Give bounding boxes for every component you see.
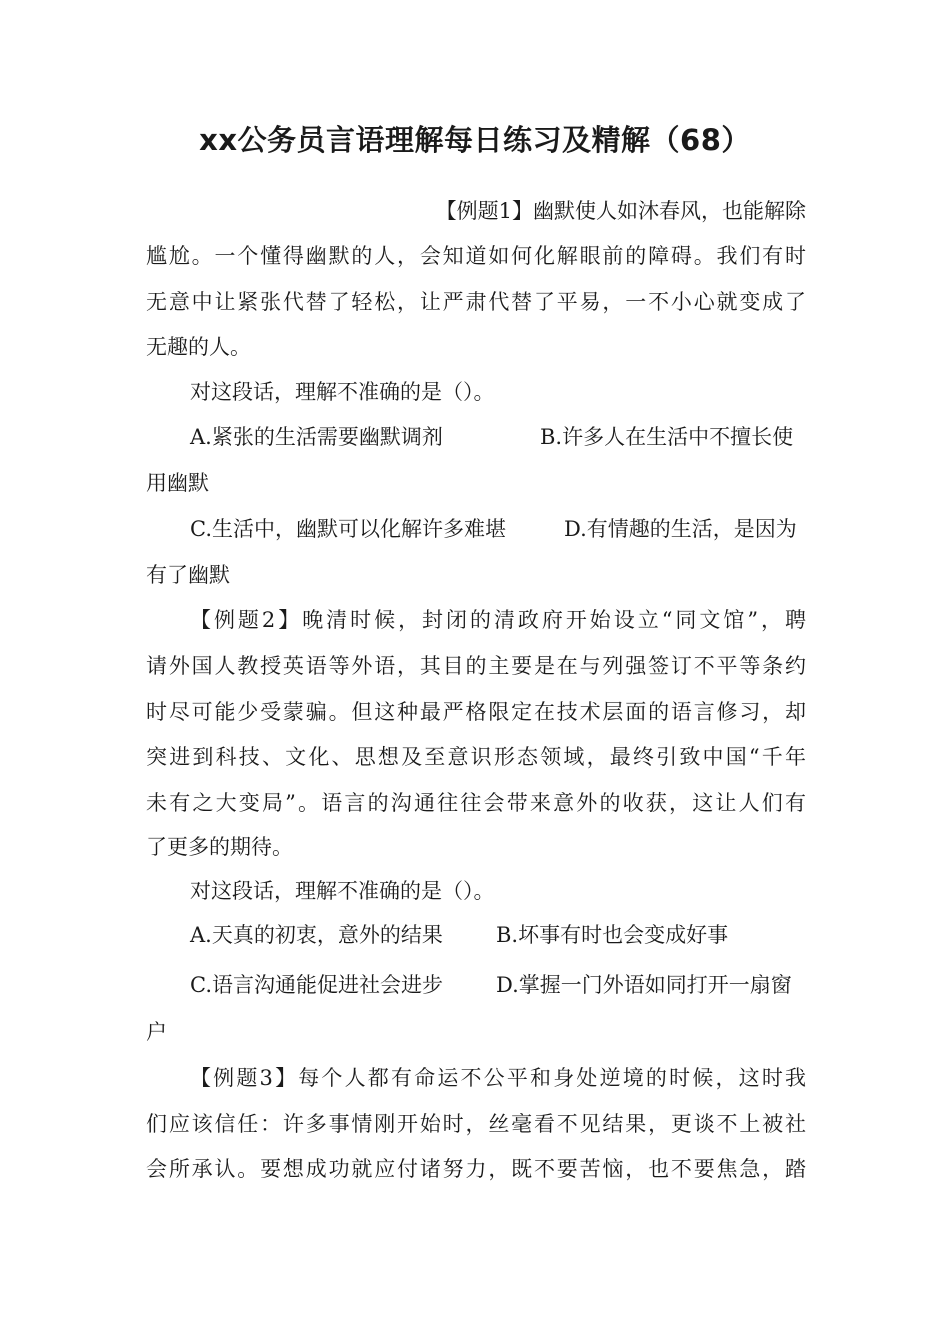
q2-option-c: C.语言沟通能促进社会进步 — [190, 973, 443, 997]
q1-option-c: C.生活中，幽默可以化解许多难堪 — [190, 517, 506, 541]
q1-line-1: 【例题1】幽默使人如沐春风，也能解除 — [435, 199, 806, 223]
q1-question: 对这段话，理解不准确的是（）。 — [190, 380, 495, 404]
q2-option-d: D.掌握一门外语如同打开一扇窗 — [496, 973, 792, 997]
q3-line-2: 们应该信任：许多事情刚开始时，丝毫看不见结果，更谈不上被社 — [146, 1112, 806, 1136]
q2-options-cd — [190, 970, 806, 1000]
q1-option-d-continued: 有了幽默 — [146, 563, 230, 587]
q1-line-2: 尴尬。一个懂得幽默的人，会知道如何化解眼前的障碍。我们有时 — [146, 244, 806, 268]
q1-options-cd — [190, 514, 806, 544]
q1-options-ab — [190, 422, 806, 452]
q2-question: 对这段话，理解不准确的是（）。 — [190, 879, 495, 903]
q2-line-3: 时尽可能少受蒙骗。但这种最严格限定在技术层面的语言修习，却 — [146, 700, 806, 724]
q2-option-a: A.天真的初衷，意外的结果 — [190, 923, 443, 947]
q3-line-3: 会所承认。要想成功就应付诸努力，既不要苦恼，也不要焦急，踏 — [146, 1157, 806, 1181]
q1-option-d: D.有情趣的生活，是因为 — [564, 517, 797, 541]
q2-line-5: 未有之大变局”。语言的沟通往往会带来意外的收获，这让人们有 — [146, 791, 806, 815]
q2-options-ab — [190, 920, 806, 950]
q2-line-6: 了更多的期待。 — [146, 835, 293, 859]
q3-line-1: 【例题3】每个人都有命运不公平和身处逆境的时候，这时我 — [190, 1066, 806, 1090]
q2-option-b: B.坏事有时也会变成好事 — [496, 923, 729, 947]
q1-option-a: A.紧张的生活需要幽默调剂 — [190, 425, 443, 449]
q1-option-b-continued: 用幽默 — [146, 471, 209, 495]
q1-option-b: B.许多人在生活中不擅长使 — [540, 425, 794, 449]
q1-line-3: 无意中让紧张代替了轻松，让严肃代替了平易，一不小心就变成了 — [146, 290, 806, 314]
q1-line-4: 无趣的人。 — [146, 335, 251, 359]
document-title: xx公务员言语理解每日练习及精解（68） — [199, 123, 751, 157]
q2-option-d-continued: 户 — [146, 1020, 167, 1044]
q2-line-4: 突进到科技、文化、思想及至意识形态领域，最终引致中国“千年 — [146, 745, 806, 769]
q2-line-1: 【例题2】晚清时候，封闭的清政府开始设立“同文馆”，聘 — [190, 608, 806, 632]
q2-line-2: 请外国人教授英语等外语，其目的主要是在与列强签订不平等条约 — [146, 654, 806, 678]
